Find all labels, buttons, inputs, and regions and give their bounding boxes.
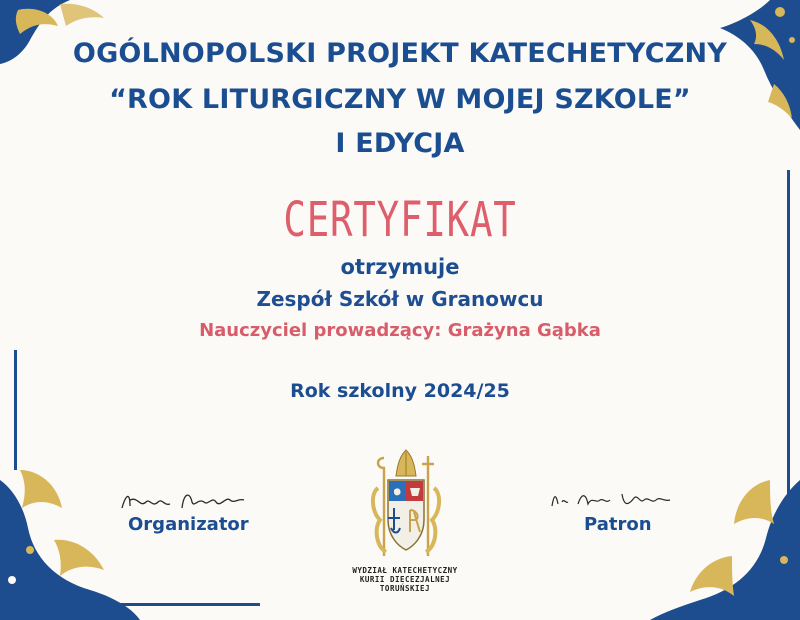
edition-heading: I EDYCJA: [335, 128, 465, 159]
bottom-right-ornament: [650, 460, 800, 620]
crest-caption-line3: TORUŃSKIEJ: [379, 584, 431, 593]
organizer-signature: [118, 486, 248, 516]
project-heading-line1: OGÓLNOPOLSKI PROJEKT KATECHETYCZNY: [72, 38, 728, 69]
project-heading-line2: “ROK LITURGICZNY W MOJEJ SZKOLE”: [109, 84, 691, 115]
receives-label: otrzymuje: [340, 255, 460, 279]
crest-caption-line2: KURII DIECEZJALNEJ: [359, 575, 451, 584]
patron-label: Patron: [584, 514, 652, 535]
organizer-label: Organizator: [128, 514, 249, 535]
recipient-name: Zespół Szkół w Granowcu: [256, 287, 544, 311]
patron-signature: [548, 486, 678, 512]
crest-caption: [330, 566, 480, 593]
diocese-crest-emblem: [366, 448, 446, 564]
school-year: Rok szkolny 2024/25: [290, 380, 510, 402]
teacher-line: Nauczyciel prowadzący: Grażyna Gąbka: [199, 320, 601, 341]
certificate-title: CERTYFIKAT: [283, 192, 517, 248]
crest-caption-line1: WYDZIAŁ KATECHETYCZNY: [352, 566, 458, 575]
